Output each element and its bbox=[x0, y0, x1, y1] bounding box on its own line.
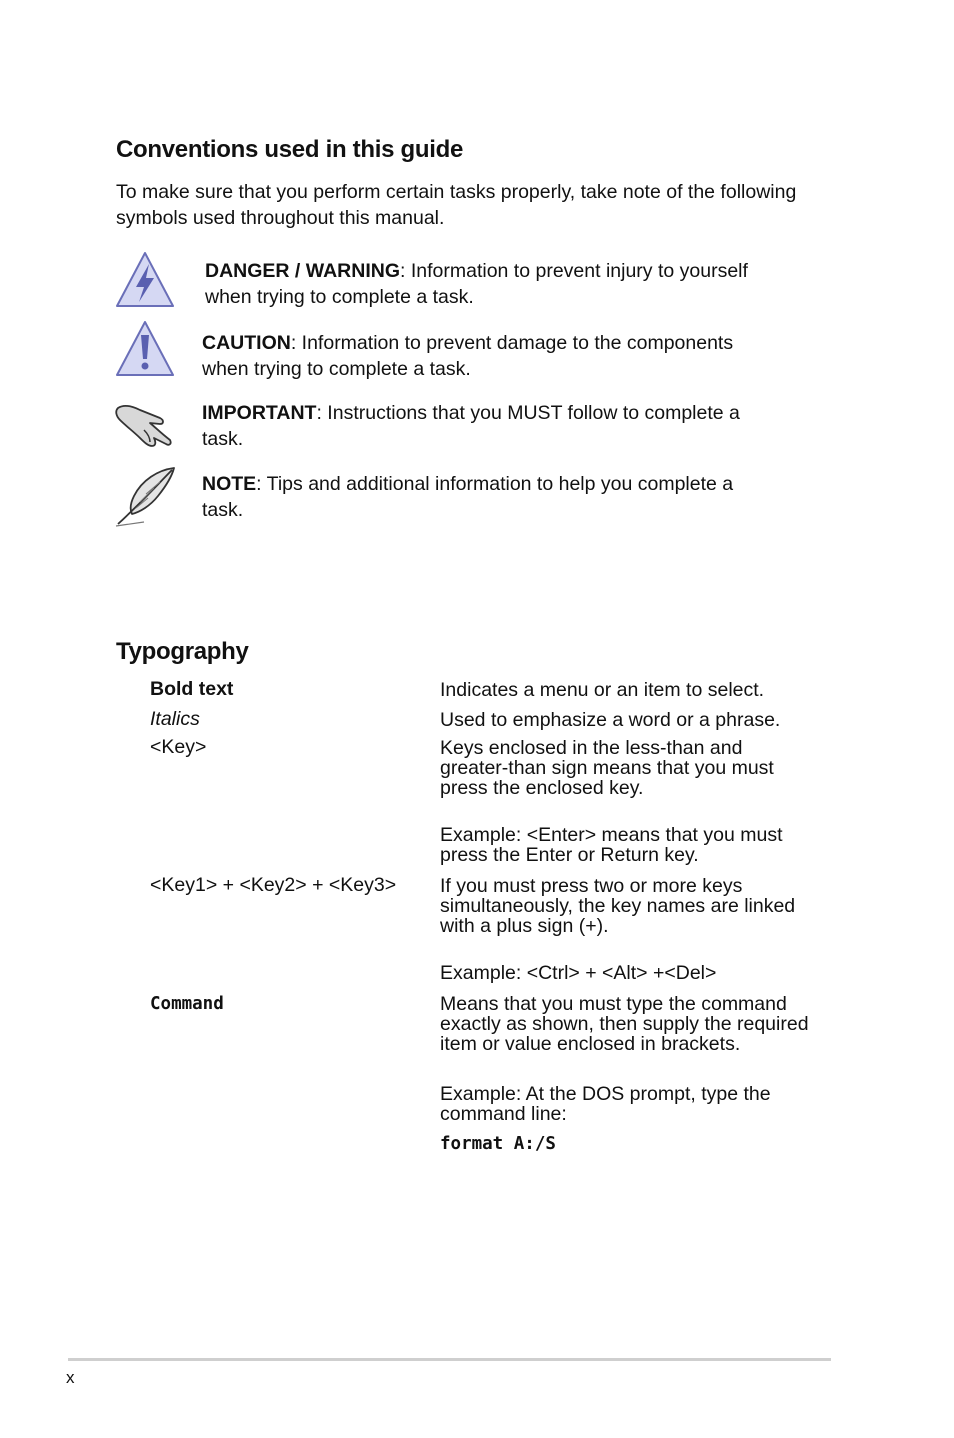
term-italics: Italics bbox=[150, 708, 200, 730]
desc-key: Keys enclosed in the less-than and greater-than sign means that you must press the enclosed key. bbox=[440, 737, 774, 799]
typography-heading: Typography bbox=[116, 638, 249, 665]
danger-warning-text: : Information to prevent injury to yourself when trying to complete a task. bbox=[205, 260, 748, 308]
footer-rule bbox=[68, 1358, 831, 1361]
example-command: Example: At the DOS prompt, type the command line: bbox=[440, 1083, 771, 1125]
caution-label: CAUTION bbox=[202, 332, 291, 354]
caution-text: : Information to prevent damage to the components when trying to complete a task. bbox=[202, 332, 734, 380]
term-key: <Key> bbox=[150, 736, 207, 758]
note-text: : Tips and additional information to help you complete a task. bbox=[202, 473, 734, 521]
important-note bbox=[202, 400, 762, 452]
term-key-combo: <Key1> + <Key2> + <Key3> bbox=[150, 874, 397, 896]
danger-warning-icon bbox=[114, 250, 176, 312]
desc-command: Means that you must type the command exactly as shown, then supply the required item or value enclosed in brackets. bbox=[440, 993, 809, 1055]
caution-icon bbox=[114, 319, 176, 381]
important-label: IMPORTANT bbox=[202, 402, 317, 424]
term-command: Command bbox=[150, 994, 224, 1014]
desc-bold-text: Indicates a menu or an item to select. bbox=[440, 679, 765, 701]
note-label: NOTE bbox=[202, 473, 257, 495]
important-text: : Instructions that you MUST follow to complete a task. bbox=[202, 402, 740, 450]
desc-key-combo: If you must press two or more keys simultaneously, the key names are linked with a plus sign (+). bbox=[440, 875, 796, 937]
page-number: x bbox=[66, 1368, 75, 1387]
command-code: format A:/S bbox=[440, 1134, 556, 1154]
term-bold-text: Bold text bbox=[150, 678, 234, 700]
note-note bbox=[202, 471, 762, 523]
conventions-heading: Conventions used in this guide bbox=[116, 136, 464, 163]
note-feather-icon bbox=[114, 466, 176, 528]
caution-note bbox=[202, 330, 762, 382]
example-key-combo: Example: <Ctrl> + <Alt> +<Del> bbox=[440, 962, 717, 984]
conventions-intro: To make sure that you perform certain tasks properly, take note of the following symbols used throughout this manual. bbox=[116, 181, 797, 229]
desc-italics: Used to emphasize a word or a phrase. bbox=[440, 709, 781, 731]
important-hand-icon bbox=[114, 396, 176, 458]
danger-warning-label: DANGER / WARNING bbox=[205, 260, 400, 282]
danger-warning-note bbox=[205, 258, 765, 310]
example-key: Example: <Enter> means that you must press the Enter or Return key. bbox=[440, 824, 783, 866]
